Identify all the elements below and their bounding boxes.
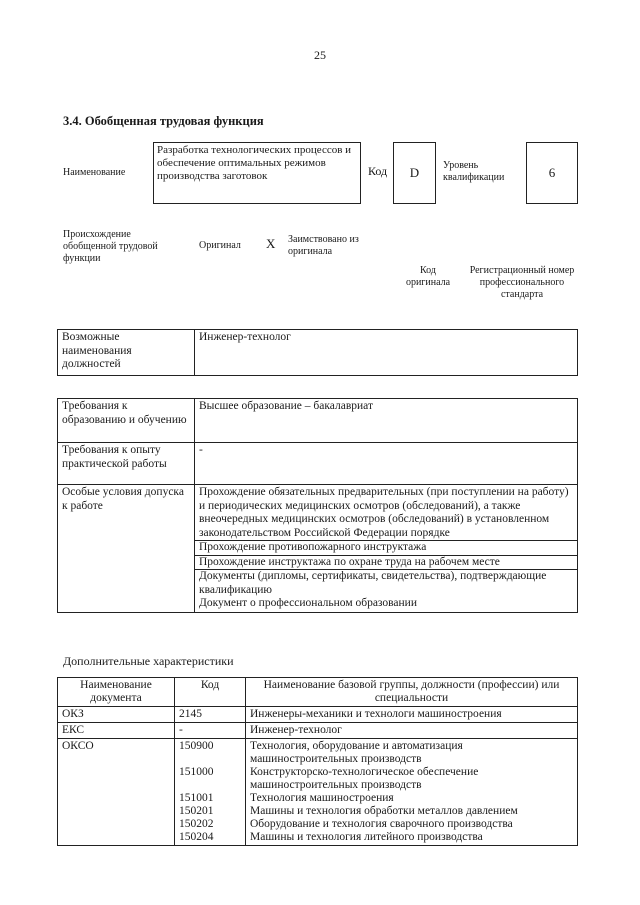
original-mark: X (266, 236, 276, 251)
code-cell (175, 739, 246, 846)
name-cell: Инженеры-механики и технологи машиностроения (246, 707, 578, 723)
conditions-label: Особые условия допуска к работе (58, 485, 195, 613)
positions-table (57, 329, 578, 376)
experience-label: Требования к опыту практической работы (58, 443, 195, 485)
condition-item: Прохождение инструктажа по охране труда на рабочем месте (195, 555, 577, 570)
education-label: Требования к образованию и обучению (58, 399, 195, 443)
code-item: 150201 (179, 805, 214, 817)
name-item: Машины и технология литейного производства (250, 831, 483, 843)
name-cell: Инженер-технолог (246, 723, 578, 739)
code-item: 150204 (179, 831, 214, 843)
level-label: Уровень квалификации (443, 160, 505, 183)
reg-number-label: Регистрационный номер профессионального стандарта (469, 265, 575, 300)
name-box (153, 142, 361, 204)
code-item (179, 779, 241, 792)
code-label: Код (368, 164, 388, 178)
table-row (58, 739, 578, 846)
code-item: 150202 (179, 818, 214, 830)
positions-value: Инженер-технолог (195, 330, 578, 376)
doc-cell: ОКЗ (58, 707, 175, 723)
level-box (526, 142, 578, 204)
original-label: Оригинал (199, 240, 241, 251)
table-row (58, 723, 578, 739)
code-item: 151000 (179, 766, 214, 778)
conditions-cell (195, 485, 578, 613)
condition-item: Прохождение противопожарного инструктажа (195, 540, 577, 555)
name-item: машиностроительных производств (250, 753, 422, 765)
name-label: Наименование (63, 167, 126, 178)
code-item (179, 753, 241, 766)
col-header-code: Код (175, 678, 246, 707)
education-value: Высшее образование – бакалавриат (195, 399, 578, 443)
orig-code-label: Код оригинала (405, 265, 451, 288)
code-value: D (409, 165, 420, 180)
name-item: Технология машиностроения (250, 792, 394, 804)
name-item: машиностроительных производств (250, 779, 422, 791)
code-box (393, 142, 436, 204)
borrowed-label: Заимствовано из оригинала (288, 234, 359, 257)
level-value: 6 (548, 165, 556, 180)
doc-cell: ЕКС (58, 723, 175, 739)
code-item: 151001 (179, 792, 214, 804)
col-header-document: Наименование документа (58, 678, 175, 707)
name-value: Разработка технологических процессов и обеспечение оптимальных режимов производства заготовок (157, 144, 352, 182)
code-cell: 2145 (175, 707, 246, 723)
name-item: Машины и технология обработки металлов давлением (250, 805, 518, 817)
doc-cell: ОКСО (58, 739, 175, 846)
additional-title: Дополнительные характеристики (63, 654, 234, 668)
section-title: 3.4. Обобщенная трудовая функция (63, 114, 264, 128)
code-item: 150900 (179, 740, 214, 752)
condition-item: Документы (дипломы, сертификаты, свидетельства), подтверждающие квалификацию (195, 569, 577, 597)
code-cell: - (175, 723, 246, 739)
condition-item: Прохождение обязательных предварительных (при поступлении на работу) и периодических медицинских осмотров (обследований), а также внеочередных медицинских осмотров (обследований) в установленном законодательством Российской Федерации порядке (199, 486, 569, 539)
name-cell (246, 739, 578, 846)
positions-label: Возможные наименования должностей (58, 330, 195, 376)
condition-item: Документ о профессиональном образовании (199, 597, 417, 609)
page-number: 25 (314, 48, 326, 62)
name-item: Оборудование и технология сварочного производства (250, 818, 513, 830)
name-item: Конструкторско-технологическое обеспечение (250, 766, 479, 778)
additional-table (57, 677, 578, 846)
experience-value: - (195, 443, 578, 485)
name-item: Технология, оборудование и автоматизация (250, 740, 463, 752)
requirements-table (57, 398, 578, 613)
origin-label: Происхождение обобщенной трудовой функции (63, 229, 158, 264)
table-row (58, 707, 578, 723)
col-header-name: Наименование базовой группы, должности (профессии) или специальности (246, 678, 578, 707)
